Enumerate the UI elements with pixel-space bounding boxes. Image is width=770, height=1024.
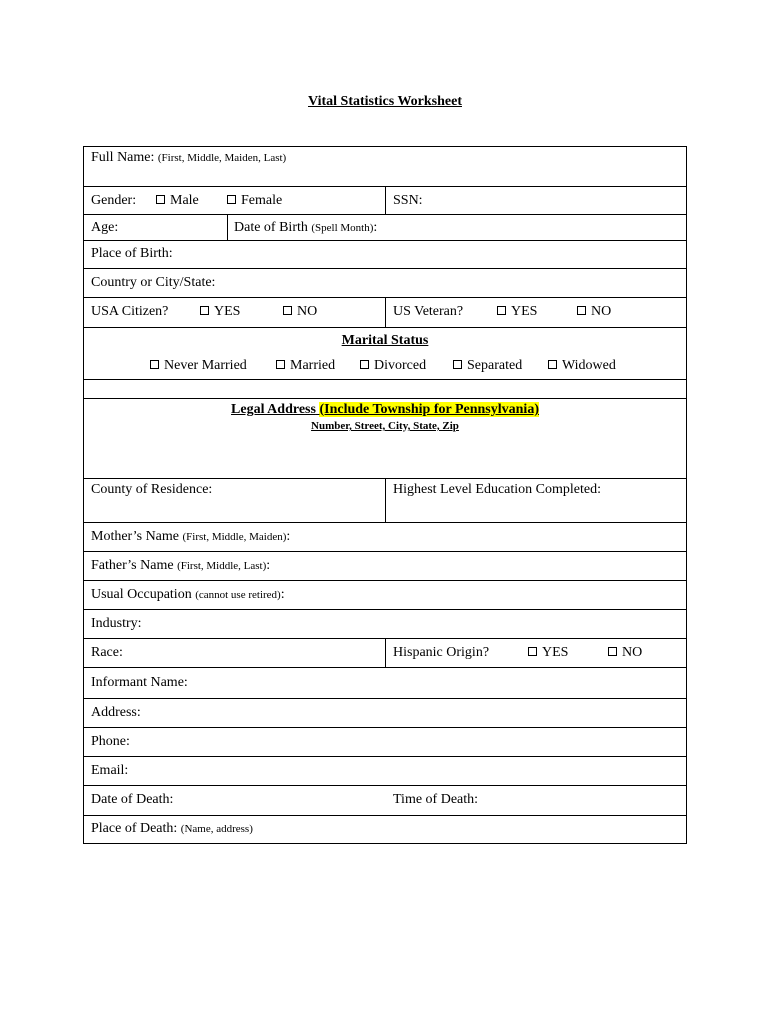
divider — [385, 187, 386, 214]
address-label: Address: — [91, 705, 141, 720]
dob-label: Date of Birth — [234, 220, 308, 235]
veteran-no-checkbox[interactable] — [577, 306, 586, 315]
hispanic-yes-label: YES — [542, 645, 569, 660]
education-field[interactable]: Highest Level Education Completed: — [393, 482, 602, 497]
occupation-field — [91, 587, 285, 603]
marital-option-never-married[interactable] — [150, 358, 247, 374]
married-label: Married — [290, 358, 336, 373]
page-title: Vital Statistics Worksheet — [308, 94, 462, 109]
place-of-death-hint: (Name, address) — [180, 823, 253, 835]
industry-label: Industry: — [91, 616, 142, 631]
separated-checkbox[interactable] — [453, 360, 462, 369]
age-dob-row — [84, 215, 686, 241]
mother-name-hint: (First, Middle, Maiden) — [182, 531, 287, 543]
marital-status-row — [84, 328, 686, 380]
veteran-yes-label: YES — [511, 304, 538, 319]
citizen-no-label: NO — [297, 304, 318, 319]
address-row[interactable] — [84, 699, 686, 728]
occupation-row[interactable] — [84, 581, 686, 610]
place-of-birth-label: Place of Birth: — [91, 246, 173, 261]
citizen-veteran-row — [84, 298, 686, 328]
mother-name-row[interactable] — [84, 523, 686, 552]
date-of-death-field[interactable]: Date of Death: — [91, 792, 174, 807]
occupation-hint: (cannot use retired) — [195, 589, 281, 601]
marital-option-widowed[interactable] — [548, 358, 616, 374]
marital-status-title: Marital Status — [341, 333, 429, 348]
married-checkbox[interactable] — [276, 360, 285, 369]
father-name-colon: : — [266, 558, 271, 573]
county-field[interactable]: County of Residence: — [91, 482, 213, 497]
male-label: Male — [170, 193, 199, 208]
full-name-row[interactable] — [84, 147, 686, 187]
full-name-field[interactable] — [91, 150, 286, 166]
informant-row[interactable] — [84, 668, 686, 699]
phone-label: Phone: — [91, 734, 130, 749]
country-row[interactable] — [84, 269, 686, 298]
veteran-yes-option[interactable] — [497, 304, 537, 320]
place-of-birth-row[interactable] — [84, 241, 686, 269]
ssn-field[interactable]: SSN: — [393, 193, 423, 208]
divorced-label: Divorced — [374, 358, 427, 373]
legal-address-label: Legal Address — [231, 402, 316, 417]
gender-male-option[interactable] — [156, 193, 199, 209]
divider — [227, 215, 228, 240]
divider — [385, 639, 386, 667]
gender-female-option[interactable] — [227, 193, 282, 209]
citizen-yes-label: YES — [214, 304, 241, 319]
veteran-label: US Veteran? — [393, 304, 464, 319]
widowed-checkbox[interactable] — [548, 360, 557, 369]
veteran-no-option[interactable] — [577, 304, 611, 320]
legal-address-subtitle: Number, Street, City, State, Zip — [311, 420, 459, 432]
spacer-row — [84, 380, 686, 399]
father-name-row[interactable] — [84, 552, 686, 581]
legal-address-row[interactable] — [84, 399, 686, 479]
female-label: Female — [241, 193, 283, 208]
county-education-row — [84, 479, 686, 523]
citizen-no-option[interactable] — [283, 304, 317, 320]
veteran-no-label: NO — [591, 304, 612, 319]
mother-name-field — [91, 529, 290, 545]
occupation-label: Usual Occupation — [91, 587, 192, 602]
full-name-label: Full Name: — [91, 150, 155, 165]
marital-option-divorced[interactable] — [360, 358, 426, 374]
place-of-death-label: Place of Death: — [91, 821, 178, 836]
citizen-no-checkbox[interactable] — [283, 306, 292, 315]
email-row[interactable] — [84, 757, 686, 786]
father-name-label: Father’s Name — [91, 558, 174, 573]
death-date-time-row — [84, 786, 686, 816]
hispanic-label: Hispanic Origin? — [393, 645, 490, 660]
country-label: Country or City/State: — [91, 275, 216, 290]
divider — [385, 479, 386, 522]
divider — [385, 298, 386, 327]
place-of-death-field — [91, 821, 253, 837]
time-of-death-field[interactable]: Time of Death: — [393, 792, 479, 807]
race-field[interactable]: Race: — [91, 645, 123, 660]
mother-name-colon: : — [286, 529, 291, 544]
never-married-checkbox[interactable] — [150, 360, 159, 369]
full-name-hint: (First, Middle, Maiden, Last) — [157, 152, 287, 164]
email-label: Email: — [91, 763, 129, 778]
father-name-field — [91, 558, 270, 574]
citizen-yes-checkbox[interactable] — [200, 306, 209, 315]
gender-ssn-row — [84, 187, 686, 215]
male-checkbox[interactable] — [156, 195, 165, 204]
legal-address-highlight: (Include Township for Pennsylvania) — [319, 402, 539, 417]
hispanic-no-option[interactable] — [608, 645, 642, 661]
legal-address-title — [84, 402, 686, 418]
place-of-death-row[interactable] — [84, 816, 686, 843]
divorced-checkbox[interactable] — [360, 360, 369, 369]
dob-field[interactable] — [234, 220, 377, 236]
citizen-label: USA Citizen? — [91, 304, 169, 319]
marital-option-married[interactable] — [276, 358, 335, 374]
occupation-colon: : — [280, 587, 285, 602]
hispanic-yes-option[interactable] — [528, 645, 568, 661]
citizen-yes-option[interactable] — [200, 304, 240, 320]
hispanic-yes-checkbox[interactable] — [528, 647, 537, 656]
dob-hint: (Spell Month) — [311, 222, 374, 234]
phone-row[interactable] — [84, 728, 686, 757]
marital-option-separated[interactable] — [453, 358, 522, 374]
mother-name-label: Mother’s Name — [91, 529, 179, 544]
dob-colon: : — [373, 220, 378, 235]
veteran-yes-checkbox[interactable] — [497, 306, 506, 315]
informant-label: Informant Name: — [91, 675, 188, 690]
separated-label: Separated — [467, 358, 523, 373]
worksheet-form — [83, 146, 687, 844]
age-field[interactable]: Age: — [91, 220, 119, 235]
gender-label: Gender: — [91, 193, 137, 208]
hispanic-no-checkbox[interactable] — [608, 647, 617, 656]
industry-row[interactable] — [84, 610, 686, 639]
race-hispanic-row — [84, 639, 686, 668]
female-checkbox[interactable] — [227, 195, 236, 204]
hispanic-no-label: NO — [622, 645, 643, 660]
widowed-label: Widowed — [562, 358, 616, 373]
father-name-hint: (First, Middle, Last) — [177, 560, 267, 572]
never-married-label: Never Married — [164, 358, 247, 373]
